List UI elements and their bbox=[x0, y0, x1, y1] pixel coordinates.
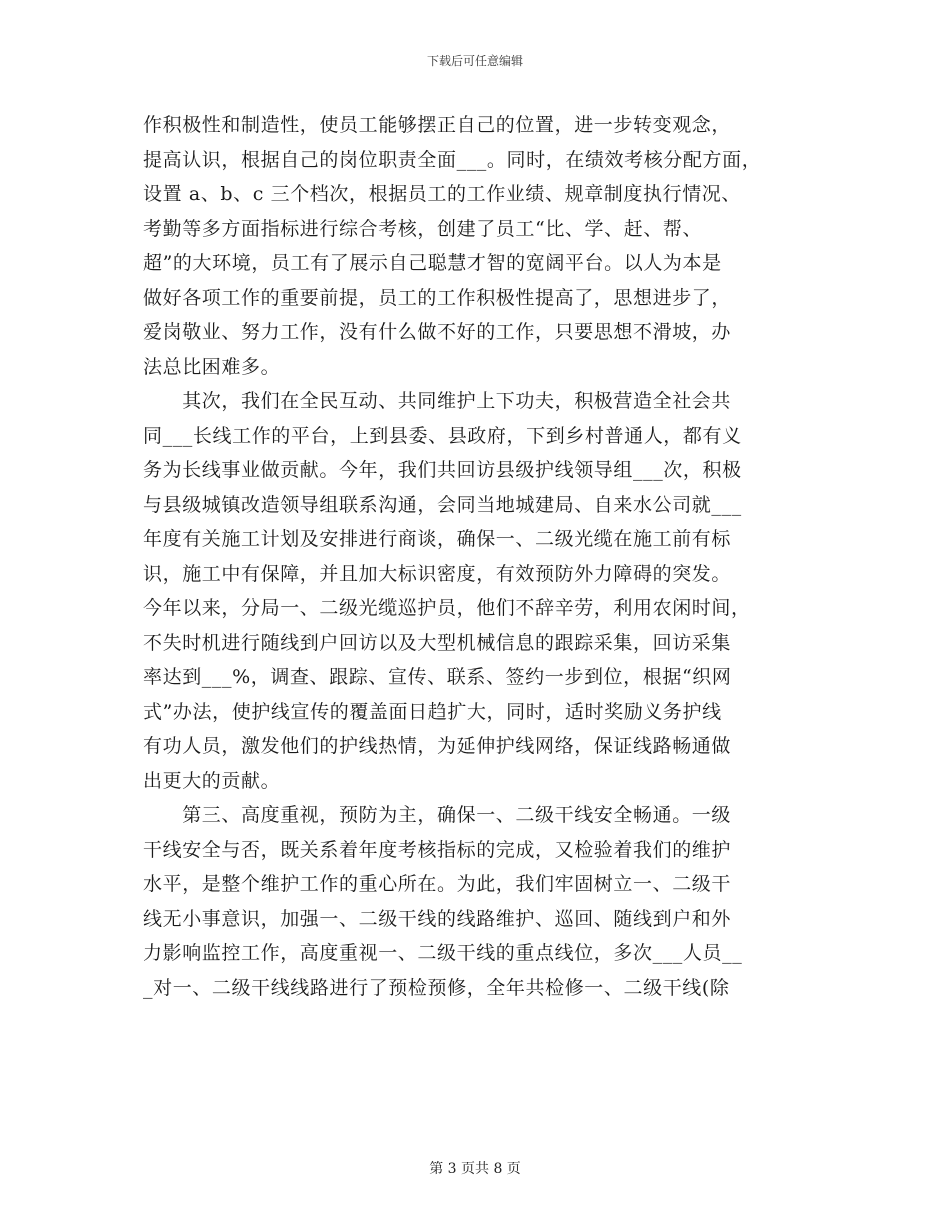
document-body bbox=[143, 108, 823, 1005]
body-line: 不失时机进行随线到户回访以及大型机械信息的跟踪采集，回访采集 bbox=[143, 631, 732, 654]
body-line: _对一、二级干线线路进行了预检预修，全年共检修一、二级干线(除 bbox=[143, 976, 730, 999]
page-number: 第 3 页共 8 页 bbox=[429, 1161, 521, 1177]
body-line: 爱岗敬业、努力工作，没有什么做不好的工作，只要思想不滑坡，办 bbox=[143, 321, 732, 343]
page-header: 下载后可任意编辑 bbox=[426, 54, 523, 68]
body-line: 考勤等多方面指标进行综合考核，创建了员工“比、学、赶、帮、 bbox=[143, 217, 703, 240]
body-line: 干线安全与否，既关系着年度考核指标的完成，又检验着我们的维护 bbox=[143, 838, 732, 861]
body-line: 识，施工中有保障，并且加大标识密度，有效预防外力障碍的突发。 bbox=[143, 562, 732, 585]
body-line: 力影响监控工作，高度重视一、二级干线的重点线位，多次___人员__ bbox=[143, 942, 743, 964]
body-line: 设置 a、b、c 三个档次，根据员工的工作业绩、规章制度执行情况、 bbox=[143, 183, 742, 205]
body-line: 年度有关施工计划及安排进行商谈，确保一、二级光缆在施工前有标 bbox=[143, 528, 732, 550]
body-line: 法总比困难多。 bbox=[143, 355, 281, 378]
body-line: 与县级城镇改造领导组联系沟通，会同当地城建局、自来水公司就___ bbox=[143, 493, 742, 516]
body-line: 水平，是整个维护工作的重心所在。为此，我们牢固树立一、二级干 bbox=[143, 873, 732, 895]
body-line: 超”的大环境，员工有了展示自己聪慧才智的宽阔平台。以人为本是 bbox=[143, 252, 722, 274]
body-line: 线无小事意识，加强一、二级干线的线路维护、巡回、随线到户和外 bbox=[143, 907, 732, 930]
body-line: 今年以来，分局一、二级光缆巡护员，他们不辞辛劳，利用农闲时间， bbox=[143, 597, 751, 619]
body-line: 式”办法，使护线宣传的覆盖面日趋扩大，同时，适时奖励义务护线 bbox=[143, 700, 722, 723]
body-line: 务为长线事业做贡献。今年，我们共回访县级护线领导组___次，积极 bbox=[143, 459, 742, 481]
body-line: 其次，我们在全民互动、共同维护上下功夫，积极营造全社会共 bbox=[143, 390, 732, 412]
body-line: 第三、高度重视，预防为主，确保一、二级干线安全畅通。一级 bbox=[143, 804, 732, 826]
body-line: 做好各项工作的重要前提，员工的工作积极性提高了，思想进步了， bbox=[143, 286, 732, 309]
body-line: 出更大的贡献。 bbox=[143, 769, 281, 792]
body-line: 率达到___%，调查、跟踪、宣传、联系、签约一步到位，根据“织网 bbox=[143, 666, 732, 688]
body-line: 提高认识，根据自己的岗位职责全面___。同时，在绩效考核分配方面， bbox=[143, 148, 762, 171]
body-line: 有功人员，激发他们的护线热情，为延伸护线网络，保证线路畅通做 bbox=[143, 735, 732, 757]
body-line: 同___长线工作的平台，上到县委、县政府，下到乡村普通人，都有义 bbox=[143, 424, 742, 447]
body-line: 作积极性和制造性，使员工能够摆正自己的位置，进一步转变观念， bbox=[143, 114, 732, 136]
